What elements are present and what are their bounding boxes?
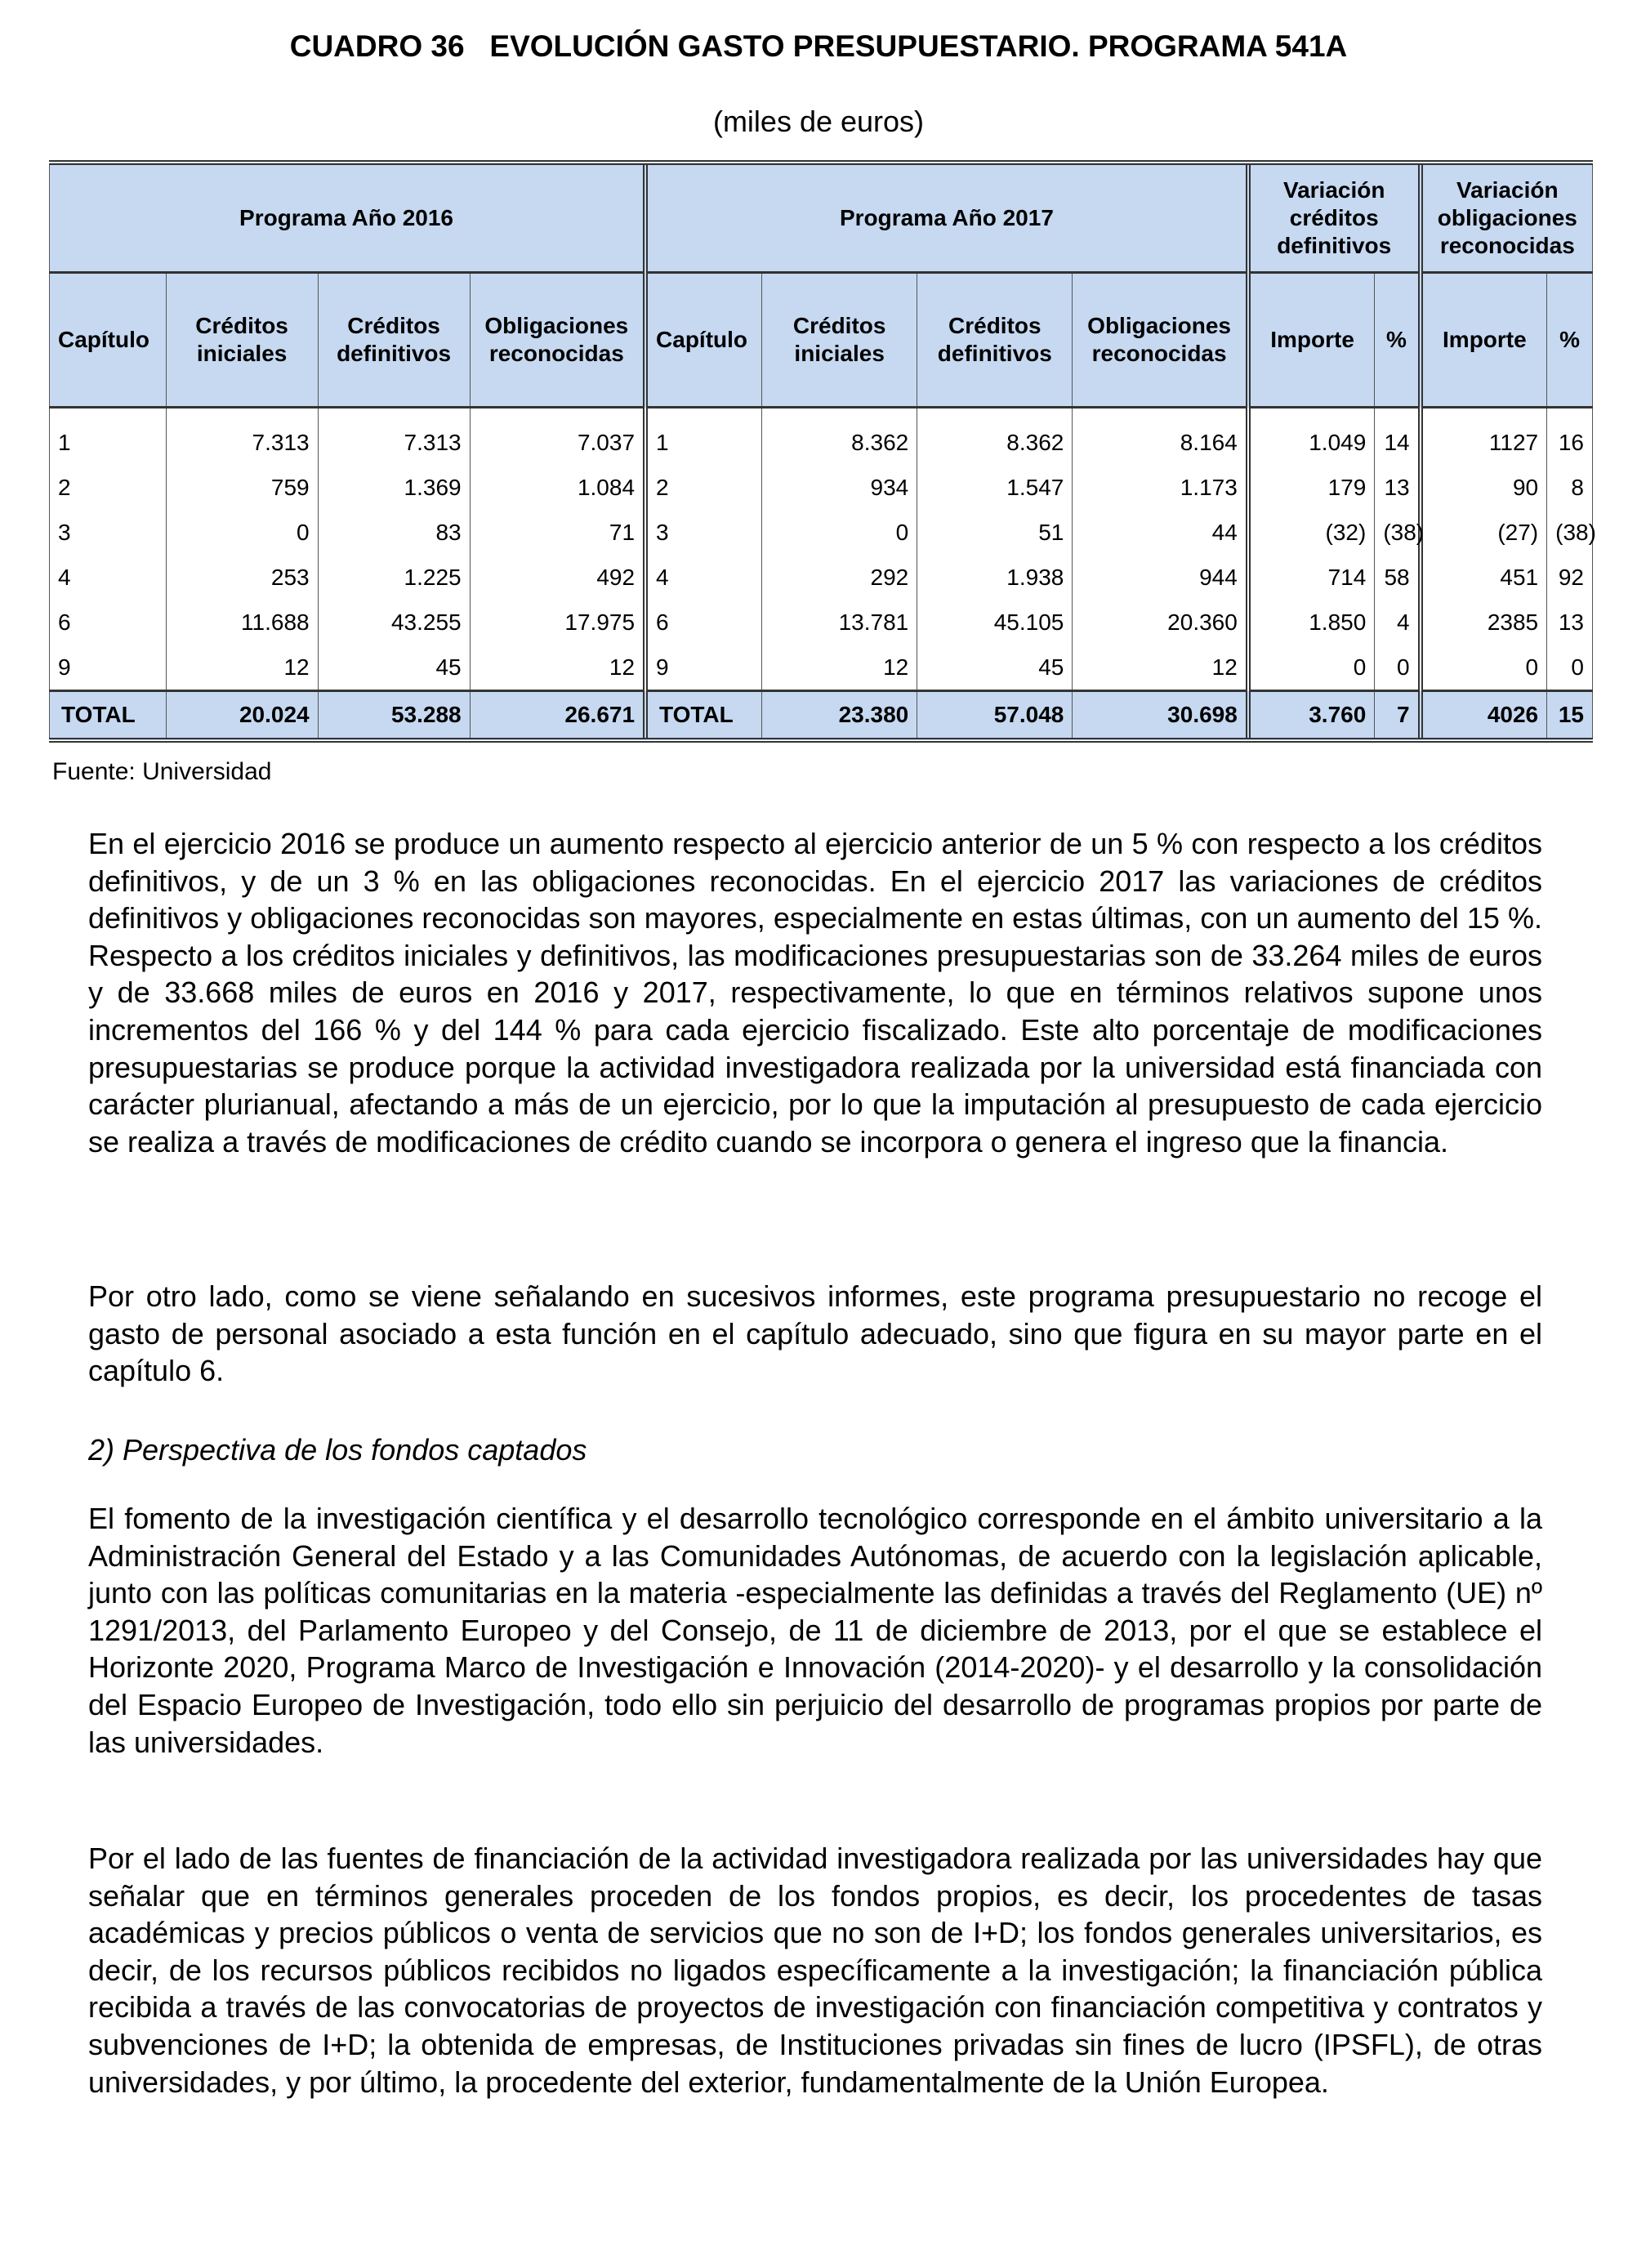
col-creditos-iniciales-2016: Créditos iniciales [166, 273, 318, 408]
table-cell: 2 [645, 465, 762, 510]
table-body [50, 408, 1596, 691]
table-cell: 12 [762, 645, 917, 691]
table-cell: 0 [762, 510, 917, 555]
total-cell: 30.698 [1073, 691, 1248, 741]
table-row [50, 408, 1593, 466]
col-obligaciones-2016: Obligaciones reconocidas [470, 273, 645, 408]
table-cell: 92 [1547, 555, 1593, 600]
table-cell: 0 [1421, 645, 1547, 691]
col-capitulo-2017: Capítulo [645, 273, 762, 408]
header-programa-2016: Programa Año 2016 [50, 163, 646, 273]
total-cell: 53.288 [318, 691, 470, 741]
table-cell: (32) [1248, 510, 1375, 555]
col-creditos-iniciales-2017: Créditos iniciales [762, 273, 917, 408]
total-cell: 3.760 [1248, 691, 1375, 741]
table-cell: 1.173 [1073, 465, 1248, 510]
total-cell: 26.671 [470, 691, 645, 741]
table-cell: 44 [1073, 510, 1248, 555]
table-cell: 7.313 [318, 408, 470, 466]
table-cell: 4 [50, 555, 167, 600]
table-cell: 2 [50, 465, 167, 510]
table-cell: (27) [1421, 510, 1547, 555]
table-cell: 1.547 [917, 465, 1073, 510]
table-cell: 51 [917, 510, 1073, 555]
header-variacion-obligaciones: Variación obligaciones reconocidas [1421, 163, 1593, 273]
table-cell: 1127 [1421, 408, 1547, 466]
table-cell: 13 [1547, 600, 1593, 645]
table-cell: 1.850 [1248, 600, 1375, 645]
table-cell: 1.084 [470, 465, 645, 510]
total-cell: 23.380 [762, 691, 917, 741]
table-cell: 2385 [1421, 600, 1547, 645]
total-row [50, 691, 1593, 741]
table-cell: 13 [1375, 465, 1421, 510]
col-pct-obligaciones: % [1547, 273, 1593, 408]
table-cell: 17.975 [470, 600, 645, 645]
budget-table [49, 160, 1596, 743]
table-cell: 7.313 [166, 408, 318, 466]
table-cell: 8.164 [1073, 408, 1248, 466]
table-row [50, 645, 1593, 691]
table-cell: 12 [470, 645, 645, 691]
col-importe-obligaciones: Importe [1421, 273, 1547, 408]
table-title: CUADRO 36 EVOLUCIÓN GASTO PRESUPUESTARIO. PROGRAMA 541A [289, 29, 1348, 63]
table-row [50, 465, 1593, 510]
header-programa-2017: Programa Año 2017 [645, 163, 1248, 273]
table-cell: 8.362 [917, 408, 1073, 466]
table-cell: 1 [50, 408, 167, 466]
paragraph-modificaciones: En el ejercicio 2016 se produce un aumento respecto al ejercicio anterior de un 5 % con respecto a los créditos definitivos, y de un 3 % en las obligaciones reconocidas. En el ejercicio 2017 las variaciones de créditos definitivos y obligaciones reconocidas son mayores, especialmente en estas últimas, con un aumento del 15 %. Respecto a los créditos iniciales y definitivos, las modificaciones presupuestarias son de 33.264 miles de euros y de 33.668 miles de euros en 2016 y 2017, respectivamente, lo que en términos relativos supone unos incrementos del 166 % y del 144 % para cada ejercicio fiscalizado. Este alto porcentaje de modificaciones presupuestarias se produce porque la actividad investigadora realizada por la universidad está financiada con carácter plurianual, afectando a más de un ejercicio, por lo que la imputación al presupuesto de cada ejercicio se realiza a través de modificaciones de crédito cuando se incorpora o genera el ingreso que la financia. [88, 827, 1542, 1159]
table-cell: 1.225 [318, 555, 470, 600]
table-cell: 45.105 [917, 600, 1073, 645]
table-cell: 4 [645, 555, 762, 600]
table-cell: 759 [166, 465, 318, 510]
table-cell: 292 [762, 555, 917, 600]
budget-table-container [49, 160, 1596, 743]
table-cell: 451 [1421, 555, 1547, 600]
table-cell: 58 [1375, 555, 1421, 600]
table-cell: 20.360 [1073, 600, 1248, 645]
table-cell: 13.781 [762, 600, 917, 645]
table-cell: 8.362 [762, 408, 917, 466]
col-importe-creditos: Importe [1248, 273, 1375, 408]
table-cell: 14 [1375, 408, 1421, 466]
table-cell: 6 [645, 600, 762, 645]
table-cell: 0 [1248, 645, 1375, 691]
total-cell: 20.024 [166, 691, 318, 741]
table-cell: 12 [166, 645, 318, 691]
header-variacion-creditos: Variación créditos definitivos [1248, 163, 1421, 273]
table-cell: 1.938 [917, 555, 1073, 600]
table-row [50, 555, 1593, 600]
col-obligaciones-2017: Obligaciones reconocidas [1073, 273, 1248, 408]
table-cell: 83 [318, 510, 470, 555]
table-row [50, 600, 1593, 645]
table-cell: 253 [166, 555, 318, 600]
table-cell: 43.255 [318, 600, 470, 645]
paragraph-fomento-investigacion: El fomento de la investigación científica y el desarrollo tecnológico corresponde en el ámbito universitario a la Administración General del Estado y a las Comunidades Autónomas, de acuerdo con la legislación aplicable, junto con las políticas comunitarias en la materia -especialmente las definidas a través del Reglamento (UE) nº 1291/2013, del Parlamento Europeo y del Consejo, de 11 de diciembre de 2013, por el que se establece el Horizonte 2020, Programa Marco de Investigación e Innovación (2014-2020)- y el desarrollo y la consolidación del Espacio Europeo de Investigación, todo ello sin perjuicio del desarrollo de programas propios por parte de las universidades. [88, 1502, 1542, 1759]
col-pct-creditos: % [1375, 273, 1421, 408]
table-cell: 45 [318, 645, 470, 691]
table-cell: 9 [50, 645, 167, 691]
table-cell: 934 [762, 465, 917, 510]
table-cell: 11.688 [166, 600, 318, 645]
table-cell: 45 [917, 645, 1073, 691]
total-cell: 57.048 [917, 691, 1073, 741]
group-header-row [50, 163, 1593, 273]
table-cell: (38) [1375, 510, 1421, 555]
table-cell: 1 [645, 408, 762, 466]
table-cell: 0 [166, 510, 318, 555]
table-cell: (38) [1547, 510, 1593, 555]
col-creditos-definitivos-2016: Créditos definitivos [318, 273, 470, 408]
total-cell: 4026 [1421, 691, 1547, 741]
table-cell: 1.369 [318, 465, 470, 510]
table-cell: 7.037 [470, 408, 645, 466]
table-cell: 3 [645, 510, 762, 555]
col-capitulo-2016: Capítulo [50, 273, 167, 408]
table-cell: 1.049 [1248, 408, 1375, 466]
paragraph-gasto-personal: Por otro lado, como se viene señalando en sucesivos informes, este programa presupuestario no recoge el gasto de personal asociado a esta función en el capítulo adecuado, sino que figura en su mayor parte en el capítulo 6. [88, 1279, 1542, 1388]
table-source: Fuente: Universidad [52, 758, 272, 785]
total-cell: 15 [1547, 691, 1593, 741]
total-cell: TOTAL [50, 691, 167, 741]
table-cell: 4 [1375, 600, 1421, 645]
paragraph-fuentes-financiacion: Por el lado de las fuentes de financiación de la actividad investigadora realizada por las universidades hay que señalar que en términos generales proceden de los fondos propios, es decir, los procedentes de tasas académicas y precios públicos o venta de servicios que no son de I+D; los fondos generales universitarios, es decir, de los recursos públicos recibidos no ligados específicamente a la investigación; la financiación pública recibida a través de las convocatorias de proyectos de investigación con financiación competitiva y contratos y subvenciones de I+D; la obtenida de empresas, de Instituciones privadas sin fines de lucro (IPSFL), de otras universidades, y por último, la procedente del exterior, fundamentalmente de la Unión Europea. [88, 1842, 1542, 2099]
table-cell: 90 [1421, 465, 1547, 510]
table-row [50, 510, 1593, 555]
table-cell: 3 [50, 510, 167, 555]
table-cell: 71 [470, 510, 645, 555]
table-cell: 6 [50, 600, 167, 645]
table-cell: 0 [1375, 645, 1421, 691]
table-cell: 714 [1248, 555, 1375, 600]
table-cell: 16 [1547, 408, 1593, 466]
table-cell: 944 [1073, 555, 1248, 600]
table-subtitle: (miles de euros) [712, 105, 925, 138]
section-heading-fondos-captados: 2) Perspectiva de los fondos captados [88, 1433, 587, 1467]
table-cell: 8 [1547, 465, 1593, 510]
table-cell: 492 [470, 555, 645, 600]
col-creditos-definitivos-2017: Créditos definitivos [917, 273, 1073, 408]
table-cell: 9 [645, 645, 762, 691]
total-cell: TOTAL [645, 691, 762, 741]
column-header-row [50, 273, 1593, 408]
table-cell: 0 [1547, 645, 1593, 691]
table-cell: 179 [1248, 465, 1375, 510]
table-cell: 12 [1073, 645, 1248, 691]
total-cell: 7 [1375, 691, 1421, 741]
